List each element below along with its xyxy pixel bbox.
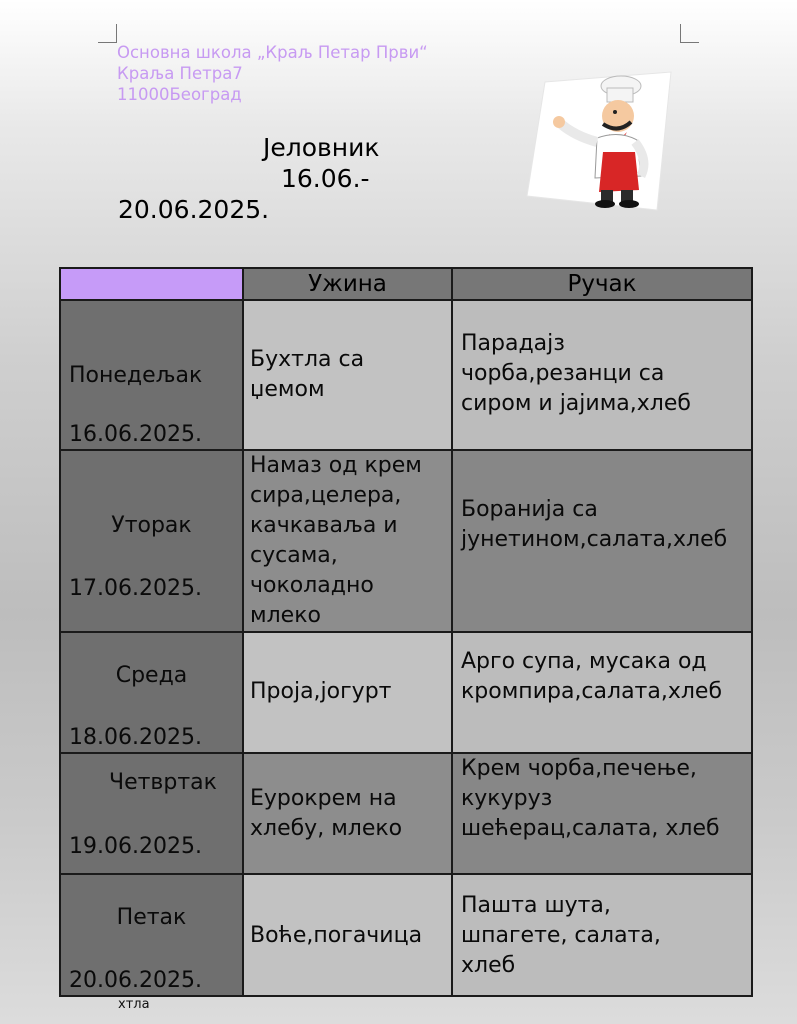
snack-cell — [243, 753, 452, 874]
table-row — [60, 632, 752, 753]
snack-line: сусама, — [250, 543, 338, 568]
snack-line: Бухтла са — [250, 347, 365, 372]
lunch-line: Боранија са — [461, 497, 598, 522]
lunch-line: сиром и јајима,хлеб — [461, 391, 691, 416]
school-name: Основна школа „Краљ Петар Први“ — [117, 43, 428, 62]
table-row — [60, 300, 752, 450]
snack-cell — [243, 632, 452, 753]
lunch-line: Пашта шута, — [461, 893, 611, 918]
snack-line: Проја,јогурт — [250, 679, 392, 704]
table-row — [60, 874, 752, 996]
snack-line: сира,целера, — [250, 483, 402, 508]
snack-line: хлебу, млеко — [250, 816, 403, 841]
snack-cell — [243, 874, 452, 996]
day-cell — [60, 632, 243, 753]
table-header-row — [60, 268, 752, 300]
snack-cell — [243, 450, 452, 632]
snack-line: чоколадно — [250, 573, 374, 598]
day-date: 20.06.2025. — [69, 968, 202, 993]
lunch-cell — [452, 450, 752, 632]
lunch-cell — [452, 874, 752, 996]
school-street: Краља Петра7 — [117, 64, 243, 83]
day-cell — [60, 450, 243, 632]
table-row — [60, 753, 752, 874]
day-name: Среда — [115, 663, 188, 688]
header-cell-snack: Ужина — [243, 268, 452, 300]
lunch-line: хлеб — [461, 953, 516, 978]
lunch-line: кукуруз — [461, 786, 553, 811]
day-name: Петак — [116, 905, 187, 930]
day-name: Четвртак — [109, 770, 217, 795]
day-name: Уторак — [111, 513, 192, 538]
school-city: 11000Београд — [117, 85, 242, 104]
lunch-line: Арго супа, мусака од — [461, 649, 707, 674]
snack-line: Воће,погачица — [250, 923, 423, 948]
lunch-line: шећерац,салата, хлеб — [461, 816, 720, 841]
chef-illustration — [523, 68, 673, 213]
lunch-cell — [452, 300, 752, 450]
header-cell-day — [60, 268, 243, 300]
lunch-line: јунетином,салата,хлеб — [461, 527, 728, 552]
day-date: 16.06.2025. — [69, 422, 202, 447]
footnote: хтла — [118, 997, 150, 1012]
snack-line: качкаваља и — [250, 513, 398, 538]
lunch-cell — [452, 632, 752, 753]
day-cell — [60, 300, 243, 450]
snack-cell — [243, 300, 452, 450]
day-date: 19.06.2025. — [69, 834, 202, 859]
lunch-line: чорба,резанци са — [461, 361, 665, 386]
snack-line: Намаз од крем — [250, 453, 422, 478]
lunch-line: Крем чорба,печење, — [461, 756, 697, 781]
margin-mark-top-left — [98, 24, 117, 43]
snack-line: џемом — [250, 377, 325, 402]
snack-line: Еурокрем на — [250, 786, 397, 811]
header-cell-lunch: Ручак — [452, 268, 752, 300]
day-date: 18.06.2025. — [69, 725, 202, 750]
day-cell — [60, 753, 243, 874]
lunch-line: кромпира,салата,хлеб — [461, 679, 723, 704]
menu-table — [59, 267, 753, 997]
table-row — [60, 450, 752, 632]
margin-mark-top-right — [680, 24, 699, 43]
day-name: Понедељак — [69, 363, 203, 388]
snack-line: млеко — [250, 603, 321, 628]
day-date: 17.06.2025. — [69, 576, 202, 601]
title-line-1: Јеловник — [263, 133, 380, 162]
title-line-3: 20.06.2025. — [118, 195, 270, 224]
day-cell — [60, 874, 243, 996]
school-header — [117, 42, 428, 105]
page-title — [100, 132, 430, 225]
lunch-line: Парадајз — [461, 331, 565, 356]
lunch-cell — [452, 753, 752, 874]
lunch-line: шпагете, салата, — [461, 923, 661, 948]
title-line-2: 16.06.- — [281, 164, 370, 193]
